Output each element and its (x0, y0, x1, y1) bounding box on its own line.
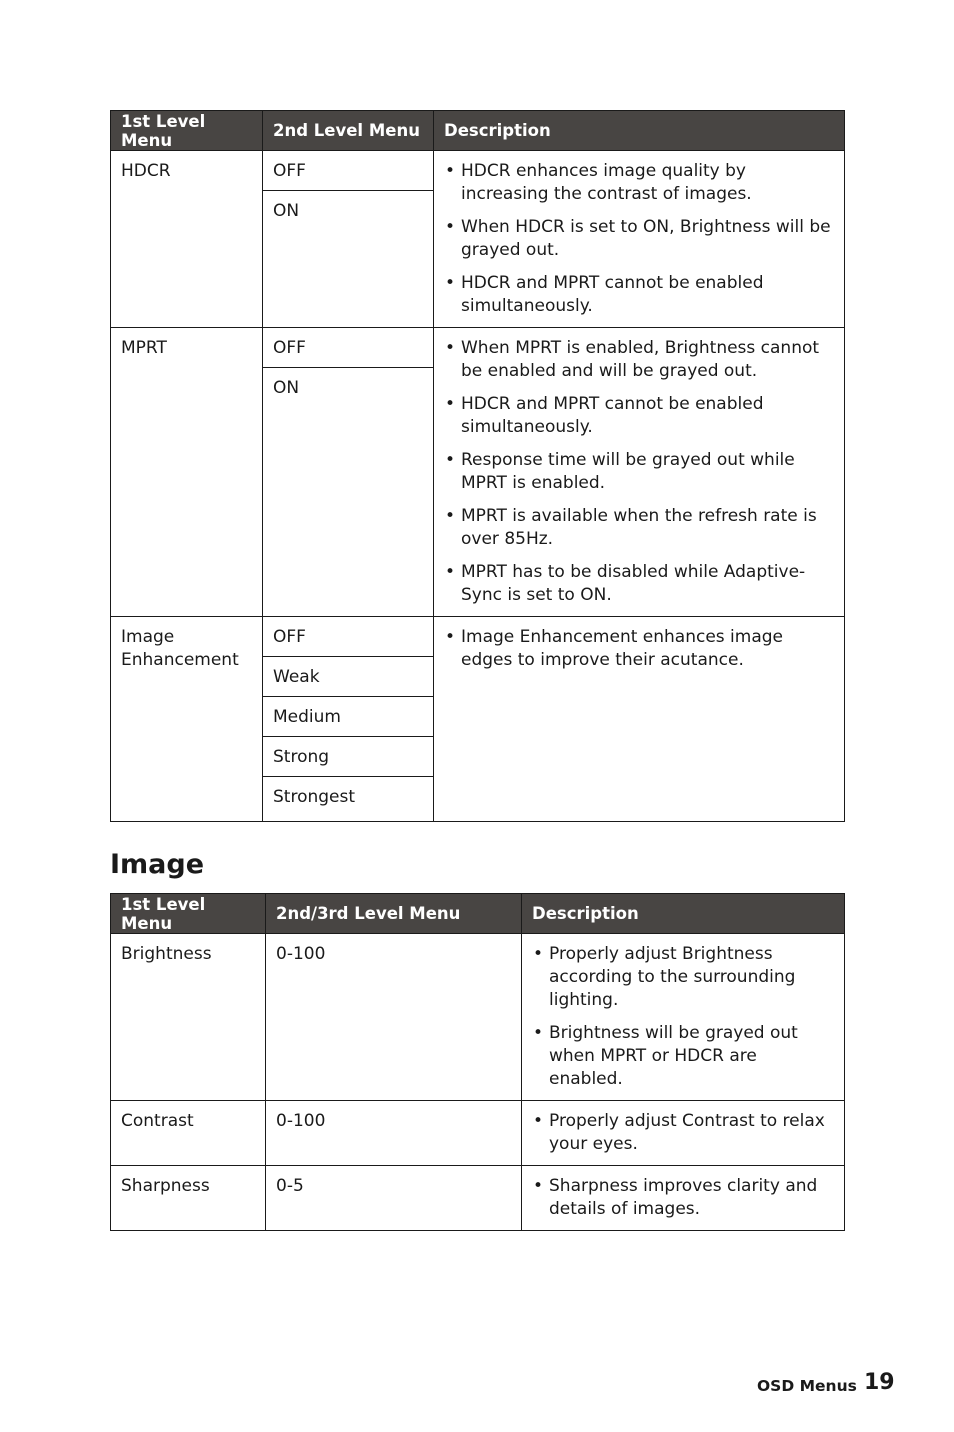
description-cell (434, 328, 845, 617)
page-number: 19 (864, 1370, 895, 1395)
column-header: 1st Level Menu (111, 111, 263, 151)
column-header: 1st Level Menu (111, 894, 266, 934)
option-item: Strongest (273, 787, 356, 807)
description-bullet: • HDCR and MPRT cannot be enabled simultaneously. (444, 393, 834, 439)
option-item: Strong (263, 737, 433, 777)
option-item: Medium (263, 697, 433, 737)
section-title: Image (110, 849, 205, 880)
description-bullet: • Response time will be grayed out while MPRT is enabled. (444, 449, 834, 495)
description-bullet: • Properly adjust Contrast to relax your eyes. (532, 1110, 834, 1156)
description-bullet: • HDCR and MPRT cannot be enabled simultaneously. (444, 272, 834, 318)
description-bullet: • When HDCR is set to ON, Brightness will be grayed out. (444, 216, 834, 262)
description-bullet: • Image Enhancement enhances image edges to improve their acutance. (444, 626, 834, 672)
value-range: 0-100 (266, 1101, 522, 1166)
option-item: ON (273, 201, 300, 221)
description-bullet: • HDCR enhances image quality by increasing the contrast of images. (444, 160, 834, 206)
options-cell (263, 617, 434, 822)
description-cell (434, 617, 845, 822)
footer-section-label: OSD Menus (757, 1377, 857, 1395)
table-row-contrast (111, 1101, 845, 1166)
option-item: OFF (263, 328, 433, 368)
column-header: Description (522, 894, 845, 934)
menu-name: Sharpness (111, 1166, 266, 1231)
description-cell (522, 1166, 845, 1231)
description-bullet: • Brightness will be grayed out when MPRT or HDCR are enabled. (532, 1022, 834, 1091)
description-cell (434, 151, 845, 328)
menu-name: Contrast (111, 1101, 266, 1166)
options-cell (263, 151, 434, 328)
option-item: Weak (263, 657, 433, 697)
image-settings-table (110, 893, 845, 1231)
value-range: 0-5 (266, 1166, 522, 1231)
description-bullet: • Sharpness improves clarity and details of images. (532, 1175, 834, 1221)
column-header: Description (434, 111, 845, 151)
description-cell (522, 934, 845, 1101)
option-item: OFF (263, 151, 433, 191)
option-item: ON (273, 378, 300, 398)
description-cell (522, 1101, 845, 1166)
description-bullet: • Properly adjust Brightness according to the surrounding lighting. (532, 943, 834, 1012)
table-row-sharpness (111, 1166, 845, 1231)
table-row-hdcr (111, 151, 845, 328)
table-row-brightness (111, 934, 845, 1101)
value-range: 0-100 (266, 934, 522, 1101)
osd-settings-table (110, 110, 845, 822)
option-item: OFF (263, 617, 433, 657)
menu-name: Brightness (111, 934, 266, 1101)
menu-name: HDCR (111, 151, 263, 328)
table-row-mprt (111, 328, 845, 617)
menu-name: MPRT (111, 328, 263, 617)
column-header: 2nd Level Menu (263, 111, 434, 151)
description-bullet: • MPRT has to be disabled while Adaptive-Sync is set to ON. (444, 561, 834, 607)
column-header: 2nd/3rd Level Menu (266, 894, 522, 934)
table-header-row (111, 111, 845, 151)
description-bullet: • When MPRT is enabled, Brightness cannot be enabled and will be grayed out. (444, 337, 834, 383)
description-bullet: • MPRT is available when the refresh rate is over 85Hz. (444, 505, 834, 551)
options-cell (263, 328, 434, 617)
table-row-image-enhancement (111, 617, 845, 822)
menu-name: Image Enhancement (111, 617, 263, 822)
table-header-row (111, 894, 845, 934)
